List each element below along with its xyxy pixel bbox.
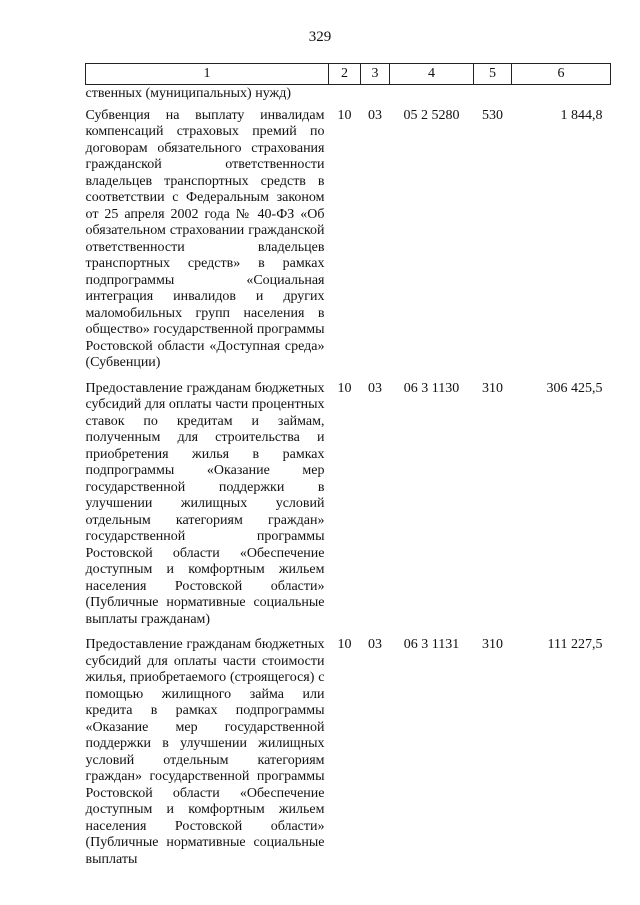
row-description: Субвенция на выплату инвалидам компенсаций страховых премий по договорам обязательного страхования гражданской ответственности владельцев транспортных средств в соответствии с Федеральным законом от 25 апреля 2002 года № 40-ФЗ «Об обязательном страховании гражданской ответственности владельцев транспортных средств» в рамках подпрограммы «Социальная интеграция инвалидов и других маломобильных групп населения в общество» государственной программы Ростовской области «Доступная среда» (Субвенции): [85, 107, 325, 370]
col-header-5: 5: [474, 64, 512, 85]
row-expense-type: 310: [482, 637, 503, 652]
table-row: [86, 372, 611, 629]
table-row: [86, 628, 611, 868]
continuation-text: ственных (муниципальных) нужд): [85, 86, 291, 101]
row-target-code: 06 3 1130: [403, 380, 460, 396]
col-header-3: 3: [361, 64, 390, 85]
col-header-4: 4: [390, 64, 474, 85]
row-section: 10: [337, 380, 352, 396]
col-header-2: 2: [329, 64, 361, 85]
row-description: Предоставление гражданам бюджетных субсидий для оплаты части процентных ставок по кредитам и займам, полученным для строительства и приобретения жилья в рамках подпрограммы «Оказание мер государственной поддержки в улучшении жилищных условий отдельным категориям граждан» государственной программы Ростовской области «Обеспечение доступным и комфортным жильем населения Ростовской области» (Публичные нормативные социальные выплаты гражданам): [85, 380, 325, 627]
budget-table: [85, 63, 611, 868]
table-row: [86, 103, 611, 372]
row-target-code: 05 2 5280: [403, 107, 460, 123]
col-header-1: 1: [86, 64, 329, 85]
row-description: Предоставление гражданам бюджетных субсидий для оплаты части стоимости жилья, приобретаемого (строящегося) с помощью жилищного займа или кредита в рамках подпрограммы «Оказание мер государственной поддержки в улучшении жилищных условий отдельным категориям граждан» государственной программы Ростовской области «Обеспечение доступным и комфортным жильем населения Ростовской области» (Публичные нормативные социальные выплаты: [85, 637, 325, 867]
table-header-row: [86, 64, 611, 85]
row-subsection: 03: [368, 107, 382, 123]
row-subsection: 03: [368, 380, 382, 396]
row-amount: 1 844,8: [560, 107, 603, 123]
row-expense-type: 530: [482, 107, 503, 123]
row-amount: 306 425,5: [546, 380, 603, 396]
row-subsection: 03: [368, 637, 382, 652]
row-section: 10: [337, 637, 352, 652]
page-number: 329: [308, 29, 332, 45]
row-expense-type: 310: [482, 380, 503, 396]
col-header-6: 6: [512, 64, 611, 85]
table-row-continuation: [86, 85, 611, 103]
row-amount: 111 227,5: [547, 637, 603, 652]
row-section: 10: [337, 107, 352, 123]
row-target-code: 06 3 1131: [403, 637, 460, 652]
